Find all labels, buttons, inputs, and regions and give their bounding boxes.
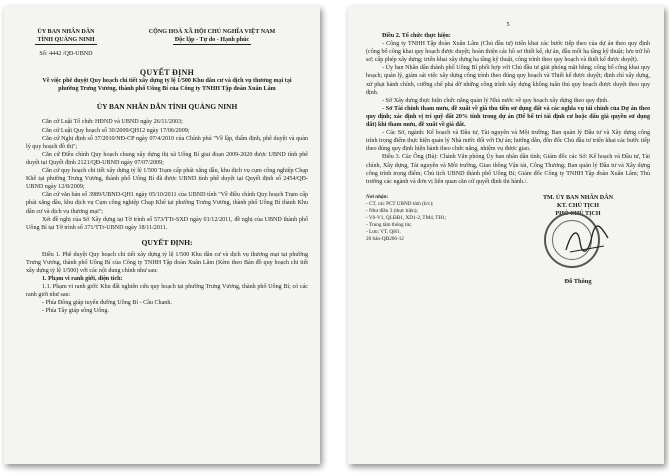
page1-header — [26, 28, 308, 58]
signer-name: Đỗ Thông — [564, 277, 592, 285]
recipient-2: - Như điều 3 (thực hiện); — [366, 207, 418, 214]
issuer-block — [26, 28, 106, 58]
copy-count: 20 bản-QĐ266-12 — [366, 235, 404, 242]
article-2-para-2: - Ủy ban Nhân dân thành phố Uông Bí phối hợp với Chủ đầu tư giải phóng mặt bằng; công bố công khai quy hoạch; quản lý, giám sát việc xây dựng công trình theo đúng quy hoạch và Thiết kế được duyệt; định chỉ xây dựng, xử phạt hành chính, cưỡng chế phá dỡ những công trình xây dựng không tuân thủ quy hoạch được duyệt theo quy định. — [366, 65, 650, 96]
article-2-para-1: - Công ty TNHH Tập đoàn Xuân Lâm (Chủ đầu tư) triển khai các bước tiếp theo của dự án theo quy định (công bố công khai quy hoạch được duyệt; hoàn thiện các hồ sơ thiết kế, dự án, đầu mối hạ tầng kỹ thuật; lưu trữ hồ sơ; cấp phép xây dựng; triển khai xây dựng hạ tầng kỹ thuật, công trình theo quy hoạch và thiết kế được duyệt). — [366, 41, 650, 64]
handwritten-signature-icon — [562, 224, 612, 258]
item-1-1-west: - Phía Tây giáp sông Uông. — [42, 308, 109, 315]
page-number: 5 — [506, 22, 510, 28]
legal-basis-3: Căn cứ Nghị định số 37/2010/NĐ-CP ngày 07/4/2010 của Chính phủ "Về lập, thẩm định, phê duyệt và quản lý quy hoạch đô thị"; — [26, 135, 308, 150]
recipient-1: - CT, các PCT UBND tỉnh (b/c); — [366, 200, 434, 207]
national-name: CỘNG HOÀ XÃ HỘI CHỦ NGHĨA VIỆT NAM — [148, 29, 276, 35]
document-number: Số: 4442 /QĐ-UBND — [39, 51, 93, 58]
document-subtitle: Về việc phê duyệt Quy hoạch chi tiết xây dựng tỷ lệ 1/500 Khu dân cư và dịch vụ thương mại tại phường Trưng Vương, thành phố Uông Bí của Công ty TNHH Tập đoàn Xuân Lâm — [42, 78, 292, 93]
issuer-line-1: ỦY BAN NHÂN DÂN — [37, 29, 95, 35]
legal-basis-5: Căn cứ quy hoạch chi tiết xây dựng tỷ lệ 1/500 Trạm cấp phát xăng dầu, khu dịch vụ cụm công nghiệp Chạp Khê tại phường Trưng Vương, thành phố Uông Bí đã được UBND tỉnh phê duyệt tại Quyết định số 2454/QĐ-UBND ngày 12/8/2009; — [26, 168, 308, 191]
legal-basis-7: Xét đề nghị của Sở Xây dựng tại Tờ trình số 573/TTr-SXD ngày 01/12/2011, đề nghị của UBND thành phố Uông Bí tại Tờ trình số 371/TTr-UBND ngày 18/11/2011. — [26, 216, 308, 231]
decide-heading: QUYẾT ĐỊNH: — [141, 237, 193, 247]
national-header — [106, 28, 308, 58]
signer-org-line-3: PHÓ CHỦ TỊCH — [555, 210, 601, 217]
recipient-4: - Trung tâm thông tin; — [366, 221, 412, 228]
signer-org-line-2: KT. CHỦ TỊCH — [557, 202, 599, 209]
national-motto: Độc lập - Tự do - Hạnh phúc — [173, 36, 252, 45]
article-2-heading: Điều 2. Tổ chức thực hiện: — [382, 33, 451, 39]
item-1-1-east: - Phía Đông giáp tuyến đường Uông Bí - Cầu Chanh. — [42, 300, 172, 307]
document-page-2 — [348, 6, 664, 464]
issuer-line-2: TỈNH QUẢNG NINH — [35, 36, 96, 45]
article-3: Điều 3. Các Ông (Bà): Chánh Văn phòng Ủy ban nhân dân tỉnh; Giám đốc các Sở: Kế hoạch và Đầu tư, Tài chính, Xây dựng, Tài nguyên và Môi trường, Giao thông Vận tải, Công Thương; Ban quản lý Đầu tư và Xây dựng công trình trọng điểm; Chủ tịch UBND thành phố Uông Bí; Giám đốc Công ty TNHH Tập đoàn Xuân Lâm; Thủ trưởng các ngành và đơn vị liên quan căn cứ quyết định thi hành./. — [366, 154, 650, 185]
recipients-list — [366, 194, 506, 243]
article-2-para-5: - Các Sở, ngành: Kế hoạch và Đầu tư, Tài nguyên và Môi trường; Ban quản lý Đầu tư và Xây dựng công trình trọng điểm thực hiện quản lý Nhà nước đối với Dự án; hướng dẫn, đôn đốc Chủ đầu tư triển khai các bước tiếp theo đúng quy định hiện hành theo chức năng, nhiệm vụ được giao. — [366, 130, 650, 153]
recipient-3: - V0-V1, QLĐĐ1, XD1-2, TM4, TH1; — [366, 214, 447, 221]
legal-basis-6: Căn cứ văn bản số 3989/UBND-QH1 ngày 05/10/2011 của UBND tỉnh "Về điều chỉnh Quy hoạch Trạm cấp phát xăng dầu, khu dịch vụ Cụm công nghiệp Chạp Khê tại phường Trưng Vương, thành phố Uông Bí thành Khu dân cư và dịch vụ thương mại"; — [26, 192, 308, 215]
legal-basis-1: Căn cứ Luật Tổ chức HĐND và UBND ngày 26/11/2003; — [42, 119, 183, 126]
signer-org-line-1: TM. ỦY BAN NHÂN DÂN — [542, 194, 614, 201]
article-2-para-4: - Sở Tài chính tham mưu, đề xuất về giá thu tiền sử dụng đất và các nghĩa vụ tài chính của Dự án theo quy định; xác định vị trí quỹ đất 20% tính trong dự án (Để bố trí tái định cư hoặc đấu giá quyền sử dụng đất) khi tham mưu, đề xuất về giá đất. — [366, 105, 650, 129]
recipient-5: - Lưu: VT, QH1. — [366, 228, 401, 235]
legal-basis-4: Căn cứ Điều chỉnh Quy hoạch chung xây dựng thị xã Uông Bí giai đoạn 2009-2020 được UBND tỉnh phê duyệt tại Quyết định 2121/QĐ-UBND ngày 07/07/2009; — [26, 151, 308, 166]
issuing-organization: ỦY BAN NHÂN DÂN TỈNH QUẢNG NINH — [96, 102, 238, 112]
item-1-1: 1.1. Phạm vi ranh giới: Khu đất nghiên cứu quy hoạch tại phường Trưng Vương, thành phố Uông Bí; có các ranh giới như sau: — [26, 284, 308, 299]
article-1: Điều 1. Phê duyệt Quy hoạch chi tiết xây dựng tỷ lệ 1/500 Khu dân cư và dịch vụ thương mại tại phường Trưng Vương, thành phố Uông Bí của Công ty TNHH Tập đoàn Xuân Lâm (Kèm theo Bản đồ quy hoạch chi tiết xây dựng tỷ lệ 1/500) với các nội dung chính như sau: — [26, 251, 308, 274]
recipients-heading: Nơi nhận: — [366, 193, 389, 200]
article-2-para-3: - Sở Xây dựng thực hiện chức năng quản lý Nhà nước về quy hoạch xây dựng theo quy định. — [382, 97, 609, 104]
item-1: 1. Phạm vi ranh giới, diện tích: — [42, 276, 123, 283]
document-page-1 — [4, 6, 320, 464]
document-title: QUYẾT ĐỊNH — [139, 68, 195, 78]
signer-block — [506, 194, 650, 285]
legal-basis-2: Căn cứ Luật Quy hoạch số 30/2009/QH12 ngày 17/06/2009; — [42, 127, 190, 134]
signature-section — [366, 193, 650, 285]
